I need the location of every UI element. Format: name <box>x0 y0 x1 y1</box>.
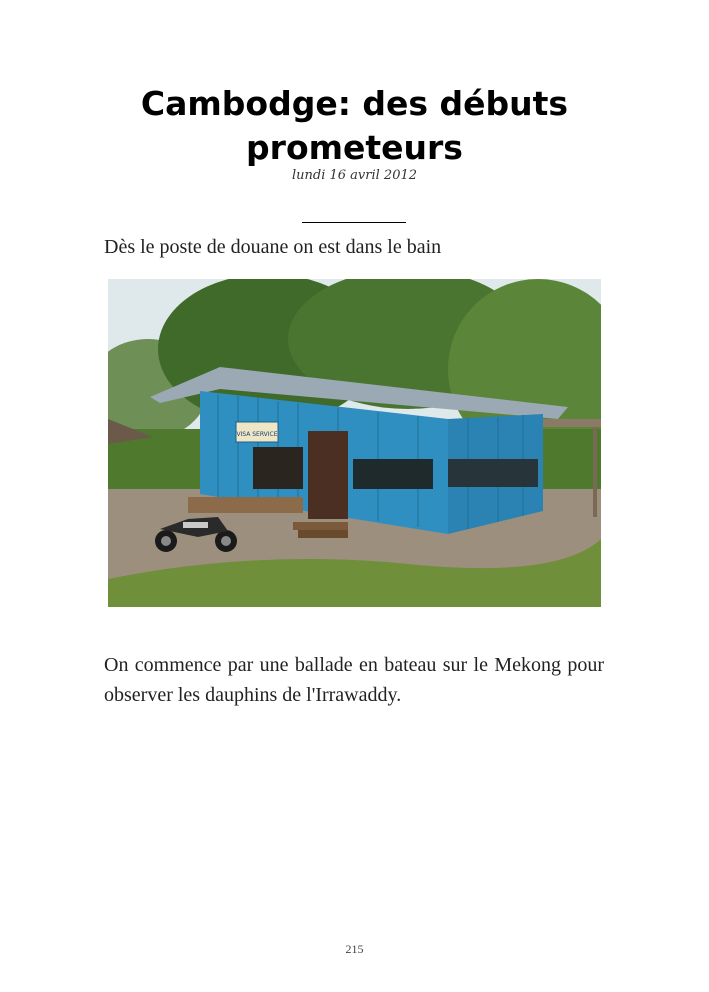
page-number: 215 <box>345 942 364 956</box>
photo-door <box>308 431 348 519</box>
paragraph-intro: Dès le poste de douane on est dans le bain <box>104 236 442 258</box>
customs-post-photo <box>108 279 601 607</box>
divider <box>302 222 406 223</box>
paragraph-mekong: On commence par une ballade en bateau sur le Mekong pour observer les dauphins de l'Irrawaddy. <box>104 654 604 706</box>
photo-bench <box>188 497 303 513</box>
post-date: lundi 16 avril 2012 <box>291 168 418 183</box>
page-title: Cambodge: des débuts prometeurs <box>140 84 569 167</box>
svg-text:VISA SERVICE: VISA SERVICE <box>236 431 278 438</box>
